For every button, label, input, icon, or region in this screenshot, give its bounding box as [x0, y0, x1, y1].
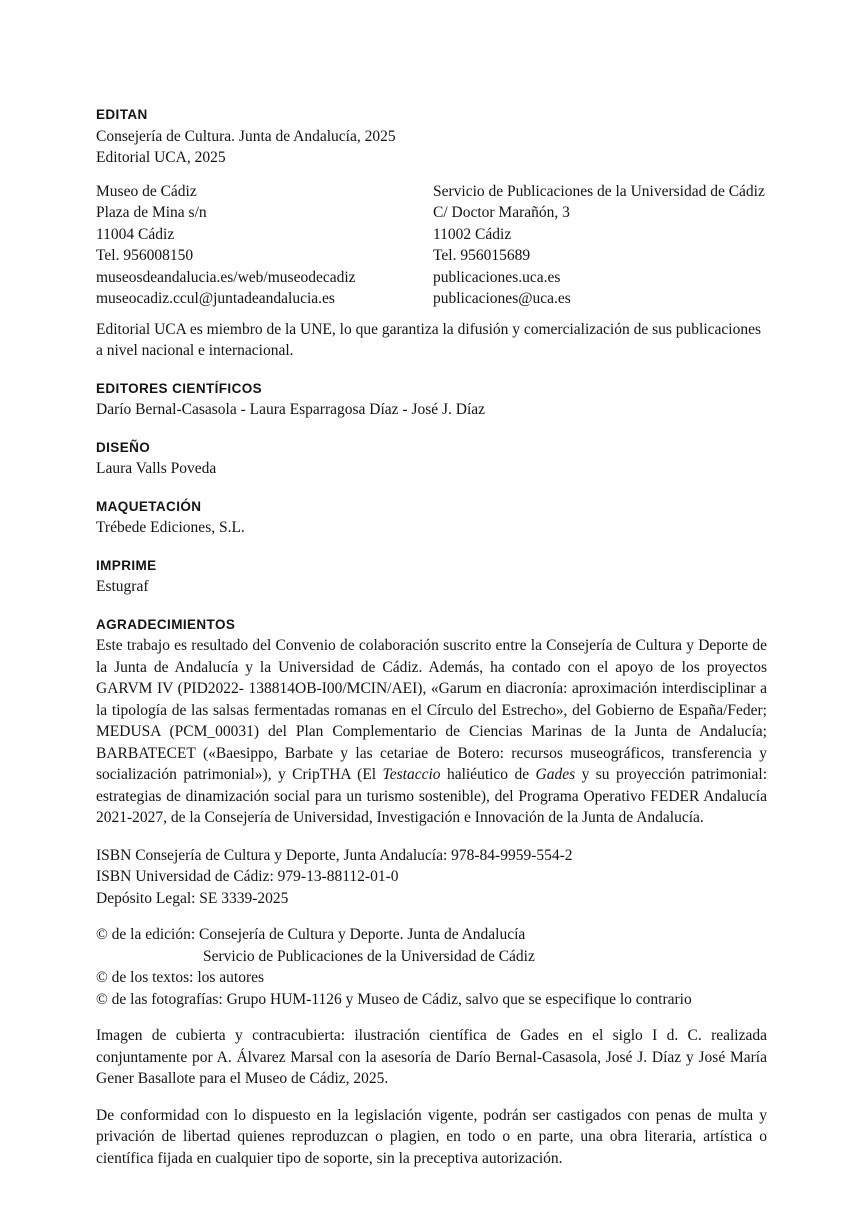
- press-street: C/ Doctor Marañón, 3: [433, 204, 570, 221]
- copyright-edition-line: © de la edición: Consejería de Cultura y Deporte. Junta de Andalucía: [96, 926, 526, 943]
- une-membership-note: Editorial UCA es miembro de la UNE, lo que garantiza la difusión y comercialización de sus publicaciones a nivel nacional e internacional.: [96, 320, 762, 359]
- editan-line: Editorial UCA, 2025: [96, 149, 226, 166]
- museum-city: 11004 Cádiz: [96, 225, 175, 243]
- museum-name: Museo de Cádiz: [96, 182, 197, 200]
- maquetacion-name: Trébede Ediciones, S.L.: [96, 519, 245, 536]
- section-editores-cientificos: [96, 378, 767, 421]
- diseno-heading: DISEÑO: [96, 439, 151, 455]
- press-email: publicaciones@uca.es: [433, 290, 571, 307]
- legal-notice: De conformidad con lo dispuesto en la legislación vigente, podrán ser castigados con penas de multa y privación de libertad quienes reproduzcan o plagien, en todo o en parte, una obra literaria, artística o científica fijada en cualquier tipo de soporte, sin la preceptiva autorización.: [96, 1106, 767, 1167]
- press-phone: Tel. 956015689: [433, 247, 531, 264]
- editores-heading: EDITORES CIENTÍFICOS: [96, 380, 263, 396]
- maquetacion-heading: MAQUETACIÓN: [96, 498, 202, 514]
- university-press-address: [433, 181, 767, 310]
- cover-image-note: Imagen de cubierta y contracubierta: ilustración científica de Gades en el siglo I d. C. realizada conjuntamente por A. Álvarez Marsal con la asesoría de Darío Bernal-Casasola, José J. Díaz y José María Gener Basallote para el Museo de Cádiz, 2025.: [96, 1027, 767, 1087]
- publisher-addresses: [96, 181, 767, 310]
- section-imprime: [96, 555, 767, 598]
- deposito-legal-line: Depósito Legal: SE 3339-2025: [96, 889, 289, 907]
- copyright-photos-line: © de las fotografías: Grupo HUM-1126 y Museo de Cádiz, salvo que se especifique lo contrario: [96, 990, 692, 1008]
- museum-phone: Tel. 956008150: [96, 247, 194, 264]
- isbn-line-junta: ISBN Consejería de Cultura y Deporte, Junta Andalucía: 978-84-9959-554-2: [96, 846, 573, 864]
- editan-heading: EDITAN: [96, 107, 148, 122]
- press-name: Servicio de Publicaciones de la Universidad de Cádiz: [433, 182, 765, 200]
- imprime-name: Estugraf: [96, 578, 149, 595]
- section-agradecimientos: [96, 614, 767, 829]
- press-website: publicaciones.uca.es: [433, 268, 561, 286]
- isbn-line-uca: ISBN Universidad de Cádiz: 979-13-88112-01-0: [96, 868, 399, 885]
- museum-street: Plaza de Mina s/n: [96, 204, 207, 221]
- museum-address: [96, 181, 433, 310]
- agradecimientos-heading: AGRADECIMIENTOS: [96, 616, 236, 632]
- isbn-block: [96, 845, 767, 910]
- copyright-edition-line-2: Servicio de Publicaciones de la Universidad de Cádiz: [203, 947, 535, 965]
- section-maquetacion: [96, 496, 767, 539]
- copyright-texts-line: © de los textos: los autores: [96, 969, 265, 986]
- press-city: 11002 Cádiz: [433, 225, 512, 243]
- section-diseno: [96, 437, 767, 480]
- copyright-block: [96, 924, 767, 1010]
- section-editan: [96, 104, 767, 169]
- agradecimientos-paragraph: Este trabajo es resultado del Convenio de colaboración suscrito entre la Consejería de Cultura y Deporte de la Junta de Andalucía y la Universidad de Cádiz. Además, ha contado con el apoyo de los proyectos GARVM IV (PID2022- 138814OB-I00/MCIN/AEI), «Garum en diacronía: aproximación interdisciplinar a la tipología de las salsas fermentadas romanas en el Círculo del Estrecho», del Gobierno de España/Feder; MEDUSA (PCM_00031) del Plan Complementario de Ciencias Marinas de la Junta de Andalucía; BARBATECET («Baesippo, Barbate y las cetariae de Botero: recursos museográficos, transferencia y socialización patrimonial»), y CripTHA (El Testaccio haliéutico de Gades y su proyección patrimonial: estrategias de dinamización social para un turismo sostenible), del Programa Operativo FEDER Andalucía 2021-2027, de la Consejería de Universidad, Investigación e Innovación de la Junta de Andalucía.: [96, 637, 768, 826]
- imprime-heading: IMPRIME: [96, 557, 157, 573]
- editan-line: Consejería de Cultura. Junta de Andalucía, 2025: [96, 127, 396, 145]
- editores-names: Darío Bernal-Casasola - Laura Esparragosa Díaz - José J. Díaz: [96, 401, 486, 418]
- museum-email: museocadiz.ccul@juntadeandalucia.es: [96, 290, 335, 307]
- diseno-name: Laura Valls Poveda: [96, 460, 217, 477]
- museum-website: museosdeandalucia.es/web/museodecadiz: [96, 268, 356, 286]
